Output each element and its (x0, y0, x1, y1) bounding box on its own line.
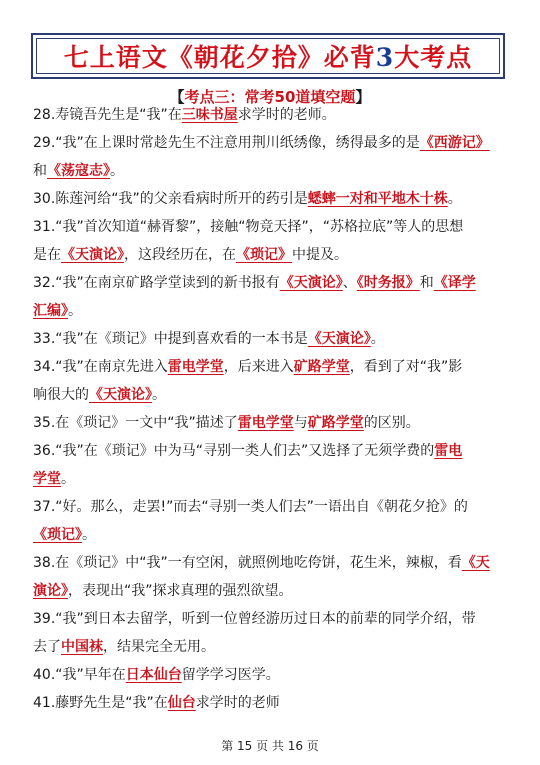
question-text: 32.“我”在南京矿路学堂读到的新书报有 (33, 275, 280, 291)
question-text: 中提及。 (292, 247, 348, 263)
title-banner (31, 33, 505, 79)
question-text: 36.“我”在《琐记》中为马“寻别一类人们去”又选择了无须学费的 (33, 443, 435, 459)
answer-text: 汇编》 (33, 303, 68, 319)
title-number: 3 (375, 43, 395, 72)
answer-text: 中国袜 (61, 639, 103, 655)
list-item-line (33, 185, 511, 213)
question-text: 33.“我”在《琐记》中提到喜欢看的一本书是 (33, 331, 308, 347)
subtitle-bracket-close: 】 (355, 88, 371, 106)
list-item (33, 325, 511, 353)
answer-text: 仙台 (167, 695, 196, 711)
list-item-line (33, 381, 511, 409)
list-item-line (33, 521, 511, 549)
list-item-line (33, 213, 511, 241)
answer-text: 学堂 (33, 471, 61, 487)
answer-text: 《天演论》 (61, 247, 124, 263)
question-text: 。 (61, 471, 75, 487)
title-text-end: 大考点 (394, 43, 473, 72)
list-item-line (33, 269, 511, 297)
answer-text: 矿路学堂 (307, 415, 364, 431)
question-text: 的区别。 (363, 415, 420, 431)
list-item (33, 101, 511, 129)
answer-text: 《时务报》 (356, 275, 420, 291)
question-text: ，这段经历在，在 (124, 247, 236, 263)
answer-text: 《天演论》 (279, 275, 343, 291)
question-text: 和 (419, 275, 434, 291)
question-text: 。 (370, 331, 385, 347)
list-item-line (33, 577, 511, 605)
list-item (33, 549, 511, 605)
list-item-line (33, 157, 511, 185)
answer-text: 三味书屋 (181, 107, 238, 123)
answer-text: 蟋蟀一对和平地木十株 (307, 191, 448, 207)
answer-text: 《天演论》 (307, 331, 371, 347)
page-title (64, 38, 472, 74)
question-text: 34.“我”在南京先进入 (33, 359, 168, 375)
question-text: 41.藤野先生是“我”在 (33, 695, 168, 711)
question-text: 是在 (33, 247, 61, 263)
list-item (33, 493, 511, 549)
list-item-line (33, 241, 511, 269)
question-text: ，看到了对“我”影 (349, 359, 463, 375)
answer-text: 《琐记》 (236, 247, 292, 263)
answer-text: 雷电学堂 (237, 415, 294, 431)
question-text: 28.寿镜吾先生是“我”在 (33, 107, 182, 123)
list-item-line (33, 353, 511, 381)
question-text: 和 (33, 163, 47, 179)
answer-text: 《荡寇志》 (47, 163, 110, 179)
answer-text: 雷电 (434, 443, 463, 459)
list-item-line (33, 493, 511, 521)
list-item (33, 409, 511, 437)
question-text: 39.“我”到日本去留学，听到一位曾经游历过日本的前辈的同学介绍，带 (33, 611, 476, 627)
list-item (33, 437, 511, 493)
question-text: 与 (293, 415, 308, 431)
list-item-line (33, 297, 511, 325)
answer-text: 《西游记》 (419, 135, 490, 151)
list-item-line (33, 101, 511, 129)
list-item-line (33, 549, 511, 577)
question-text: 响很大的 (33, 387, 89, 403)
question-text: 。 (68, 303, 82, 319)
answer-text: 《天演论》 (89, 387, 152, 403)
question-text: 。 (82, 527, 96, 543)
question-text: 40.“我”早年在 (33, 667, 126, 683)
subtitle-text: 考点三：常考50道填空题 (184, 88, 356, 106)
list-item (33, 269, 511, 325)
question-text: 37.“好。那么，走罢!”而去“寻别一类人们去”一语出自《朝花夕抢》的 (33, 499, 468, 515)
question-list (33, 101, 511, 717)
list-item (33, 129, 511, 185)
list-item-line (33, 633, 511, 661)
list-item-line (33, 465, 511, 493)
answer-text: 雷电学堂 (167, 359, 224, 375)
question-text: 29.“我”在上课时常趁先生不注意用荆川纸绣像，绣得最多的是 (33, 135, 420, 151)
answer-text: 演论》 (33, 583, 68, 599)
question-text: ，表现出“我”探求真理的强烈欲望。 (68, 583, 293, 599)
subtitle-bracket-open: 【 (169, 88, 185, 106)
answer-text: 《译学 (433, 275, 476, 291)
list-item-line (33, 129, 511, 157)
question-text: 求学时的老师 (195, 695, 280, 711)
question-text: ，结果完全无用。 (103, 639, 215, 655)
question-text: 31.“我”首次知道“赫胥黎”，接触“物竞天择”，“苏格拉底”等人的思想 (33, 219, 464, 235)
list-item (33, 213, 511, 269)
answer-text: 日本仙台 (125, 667, 182, 683)
list-item-line (33, 437, 511, 465)
answer-text: 《琐记》 (33, 527, 82, 543)
list-item-line (33, 325, 511, 353)
list-item-line (33, 409, 511, 437)
question-text: 求学时的老师。 (237, 107, 336, 123)
title-text: 七上语文《朝花夕拾》必背 (63, 43, 376, 72)
question-text: 、 (342, 275, 357, 291)
page-footer: 第 15 页 共 16 页 (221, 739, 319, 753)
list-item (33, 661, 511, 689)
list-item (33, 605, 511, 661)
question-text: 38.在《琐记》中“我”一有空闲，就照例地吃侉饼，花生米，辣椒，看 (33, 555, 462, 571)
question-text: ，后来进入 (223, 359, 294, 375)
question-text: 。 (152, 387, 166, 403)
question-text: 留学学习医学。 (181, 667, 280, 683)
list-item-line (33, 605, 511, 633)
question-text: 去了 (33, 639, 61, 655)
question-text: 35.在《琐记》一文中“我”描述了 (33, 415, 238, 431)
list-item-line (33, 661, 511, 689)
question-text: 。 (110, 163, 124, 179)
list-item-line (33, 689, 511, 717)
answer-text: 《天 (461, 555, 490, 571)
list-item (33, 353, 511, 409)
list-item (33, 185, 511, 213)
question-text: 30.陈莲河给“我”的父亲看病时所开的药引是 (33, 191, 308, 207)
answer-text: 矿路学堂 (293, 359, 350, 375)
question-text: 。 (447, 191, 462, 207)
list-item (33, 689, 511, 717)
